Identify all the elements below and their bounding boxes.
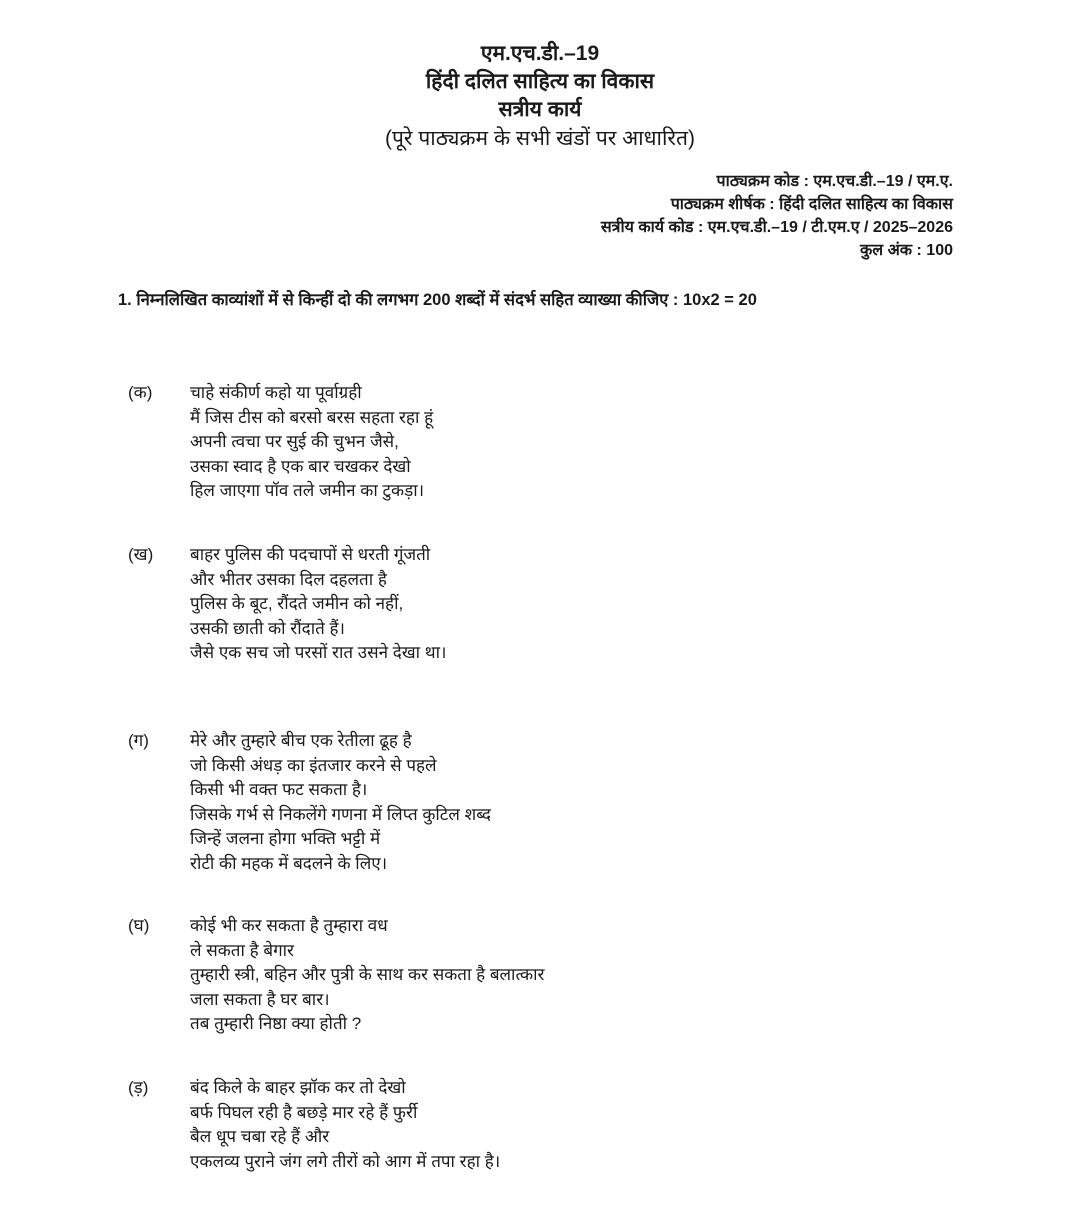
passage-lines <box>190 1076 500 1174</box>
coverage-note: (पूरे पाठ्यक्रम के सभी खंडों पर आधारित) <box>385 127 695 150</box>
verse-line: और भीतर उसका दिल दहलता है <box>190 569 387 589</box>
passage-lines <box>190 381 433 504</box>
verse-line: तब तुम्हारी निष्ठा क्या होती ? <box>190 1014 362 1033</box>
verse-line: जिसके गर्भ से निकलेंगे गणना में लिप्त कुटिल शब्द <box>190 804 491 824</box>
verse-line: मैं जिस टीस को बरसो बरस सहता रहा हूं <box>190 407 434 427</box>
verse-line: जैसे एक सच जो परसों रात उसने देखा था। <box>190 643 447 662</box>
verse-line: बर्फ पिघल रही है बछड़े मार रहे हैं फुर्री <box>190 1102 418 1122</box>
course-title-heading: हिंदी दलित साहित्य का विकास <box>425 70 655 93</box>
verse-line: जिन्हें जलना होगा भक्ति भट्टी में <box>190 829 381 848</box>
passage-label: (ग) <box>128 731 149 750</box>
document-header <box>0 40 1080 154</box>
verse-line: रोटी की महक में बदलने के लिए। <box>190 853 388 873</box>
meta-total-marks: कुल अंक : 100 <box>859 242 953 259</box>
passage-label: (ड़) <box>128 1078 149 1097</box>
document-type-heading: सत्रीय कार्य <box>498 98 582 121</box>
verse-line: किसी भी वक्त फट सकता है। <box>190 780 368 799</box>
verse-line: अपनी त्वचा पर सुई की चुभन जैसे, <box>190 432 399 451</box>
passage-lines <box>190 543 447 666</box>
verse-line: उसका स्वाद है एक बार चखकर देखो <box>190 456 411 476</box>
assignment-meta <box>601 170 953 262</box>
passage-label: (घ) <box>128 916 150 935</box>
verse-line: कोई भी कर सकता है तुम्हारा वध <box>190 916 388 935</box>
verse-line: बंद किले के बाहर झॉक कर तो देखो <box>190 1078 406 1097</box>
meta-course-code: पाठ्यक्रम कोड : एम.एच.डी.–19 / एम.ए. <box>716 173 953 190</box>
verse-line: जला सकता है घर बार। <box>190 989 330 1009</box>
question-1: 1. निम्नलिखित काव्यांशों में से किन्हीं दो की लगभग 200 शब्दों में संदर्भ सहित व्याख्या कीजिए : 10x2 = 20 <box>118 291 757 309</box>
meta-course-title: पाठ्यक्रम शीर्षक : हिंदी दलित साहित्य का विकास <box>670 196 953 213</box>
meta-assignment-code: सत्रीय कार्य कोड : एम.एच.डी.–19 / टी.एम.ए / 2025–2026 <box>600 219 953 236</box>
verse-line: एकलव्य पुराने जंग लगे तीरों को आग में तपा रहा है। <box>190 1151 501 1171</box>
verse-line: पुलिस के बूट, रौंदते जमीन को नहीं, <box>190 594 404 613</box>
verse-line: मेरे और तुम्हारे बीच एक रेतीला ढूह है <box>190 731 412 750</box>
passage-lines <box>190 914 544 1037</box>
verse-line: जो किसी अंधड़ का इंतजार करने से पहले <box>190 755 437 775</box>
verse-line: हिल जाएगा पॉव तले जमीन का टुकड़ा। <box>190 481 425 500</box>
course-code-heading: एम.एच.डी.–19 <box>480 42 600 65</box>
verse-line: ले सकता है बेगार <box>190 940 294 960</box>
verse-line: तुम्हारी स्त्री, बहिन और पुत्री के साथ कर सकता है बलात्कार <box>190 965 545 984</box>
verse-line: चाहे संकीर्ण कहो या पूर्वाग्रही <box>190 383 362 402</box>
verse-line: उसकी छाती को रौंदाते हैं। <box>190 618 345 638</box>
verse-line: बाहर पुलिस की पदचापों से धरती गूंजती <box>190 545 431 564</box>
passage-label: (क) <box>128 383 153 402</box>
verse-line: बैल धूप चबा रहे हैं और <box>190 1127 330 1146</box>
passage-lines <box>190 729 491 876</box>
passage-label: (ख) <box>128 545 154 564</box>
